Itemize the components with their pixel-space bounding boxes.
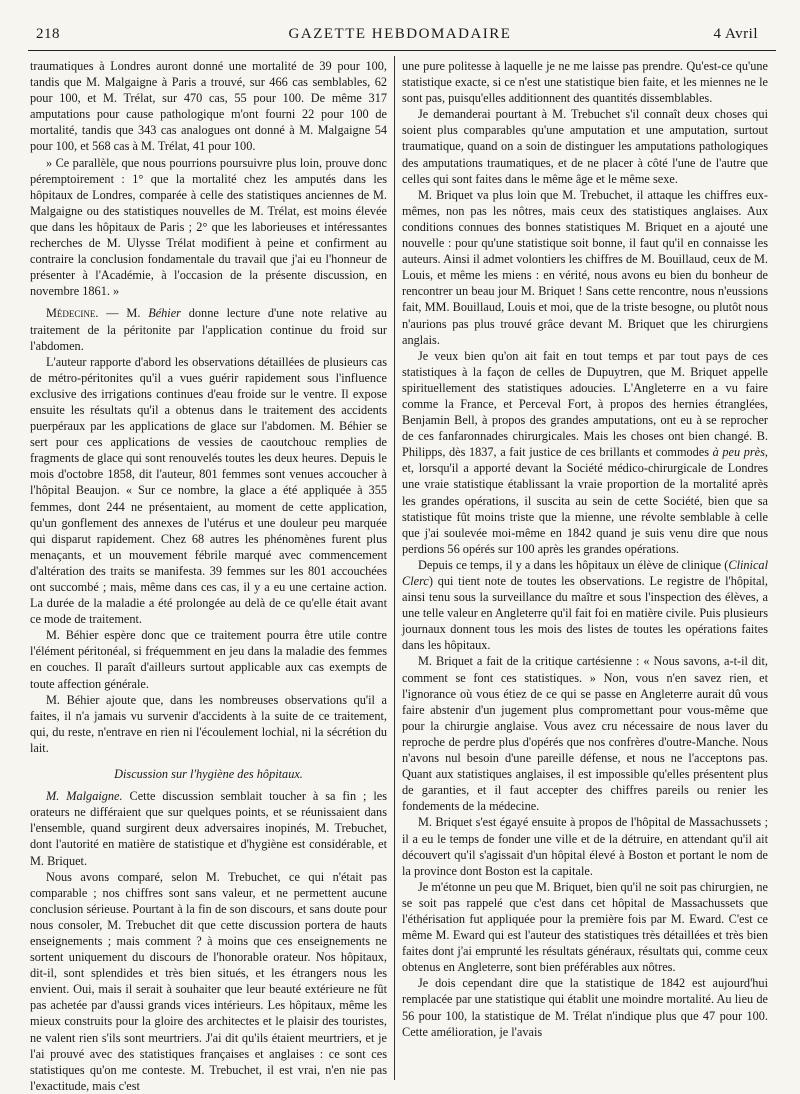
paragraph: traumatiques à Londres auront donné une mortalité de 39 pour 100, tandis que M. Malgaigne à Paris a trouvé, sur 466 cas semblables, 62 pour 100, et M. Trélat, sur 470 cas, 55 pour 100. De même 317 amputations pour cause pathologique m'ont fourni 22 pour 100 de mortalité, tandis que 343 cas analogues ont donné à M. Malgaigne 54 pour 100, et 568 cas à M. Trélat, 41 pour 100. <box>30 59 387 154</box>
paragraph-malgaigne <box>30 788 387 868</box>
paragraph: » Ce parallèle, que nous pourrions poursuivre plus loin, prouve donc péremptoirement : 1° que la mortalité chez les amputés dans les hôpitaux de Londres, comparée à celle des statistiques anciennes de M. Malgaigne ou des statistiques nouvelles de M. Trélat, est moins élevée que dans les hôpitaux de Paris ; 2° que les laborieuses et intéressantes recherches de M. Ulysse Trélat modifient à peine et confirment au contraire la conclusion fondamentale du travail que j'ai eu l'honneur de présenter à l'Académie, à l'occasion de la présente discussion, en novembre 1861. » <box>30 155 387 299</box>
paragraph: M. Béhier ajoute que, dans les nombreuses observations qu'il a faites, il n'a jamais vu survenir d'accidents à la suite de ce traitement, qui, du reste, n'entrave en rien ni l'écoulement lochial, ni la sécrétion du lait. <box>30 692 387 755</box>
dash: — M. <box>98 306 149 321</box>
author-name: Béhier <box>148 306 181 321</box>
journal-title: GAZETTE HEBDOMADAIRE <box>288 26 512 42</box>
emphasis: Clinical Clerc <box>402 557 768 588</box>
paragraph-text: donne lecture d'une note relative au traitement de la péritonite par l'application continue du froid sur l'abdomen. <box>30 306 387 353</box>
paragraph: Je m'étonne un peu que M. Briquet, bien qu'il ne soit pas chirurgien, ne se soit pas rappelé que c'est dans cet hôpital de Massachussets que l'éthérisation fut appliquée pour la première fois par M. Eward. C'est ce même M. Eward qui est l'auteur des statistiques très détaillées et très bien faites dont j'ai emprunté les résultats généraux, résultats qui, comme ceux obtenus en Angleterre, sont bien préférables aux nôtres. <box>402 879 768 975</box>
page-header <box>24 26 776 48</box>
paragraph: Je demanderai pourtant à M. Trebuchet s'il connaît deux choses qui soient plus comparables qu'une amputation et une amputation, surtout traumatique, quand on a soin de distinguer les amputations pathologiques des amputations traumatiques, et de ne placer à côté l'une de l'autre que celles qui sont faites dans le même âge et le même sexe. <box>402 107 768 186</box>
paragraph-text: Cette discussion semblait toucher à sa fin ; les orateurs ne différaient que sur quelques points, et se réunissaient dans l'ensemble, quand surgirent deux adversaires inopinés, M. Trebuchet, dont l'autorité en matière de statistique et d'hygiène est considérable, et M. Briquet. <box>30 789 387 868</box>
left-column <box>30 58 387 1093</box>
section-heading: Discussion sur l'hygiène des hôpitaux. <box>114 767 303 782</box>
paragraph: M. Béhier espère donc que ce traitement pourra être utile contre l'élément péritonéal, si fréquemment en jeu dans la maladie des femmes en couches. Il paraît d'ailleurs surtout applicable aux cas exempts de toute affection générale. <box>30 628 387 691</box>
paragraph: M. Briquet s'est égayé ensuite à propos de l'hôpital de Massachussets ; il a eu le temps de fonder une ville et de la détruire, en attendant qu'il ait découvert qu'il s'agissait d'un hôpital élevé à Boston et portant le nom de la province dont Boston est la capitale. <box>402 815 768 878</box>
speaker-name: M. Malgaigne. <box>46 789 123 804</box>
paragraph: Nous avons comparé, selon M. Trebuchet, ce qui n'était pas comparable ; nos chiffres sont sans valeur, et ne permettent aucune conclusion sérieuse. Pourtant à la fin de son discours, et sans doute pour nous consoler, M. Trebuchet dit que cette discussion portera de hauts enseignements ; mais comment ? à moins que ces enseignements ne sortent uniquement du discours de l'honorable orateur. Nos hôpitaux, dit-il, sont splendides et très bien situés, et les étrangers nous les envient. Oui, mais il serait à souhaiter que leur beauté extérieure ne fût pas achetée par d'aussi grands vices intérieurs. Les hôpitaux, même les mieux construits pour la gloire des architectes et le plaisir des touristes, ne valent rien s'ils sont meurtriers. J'ai dit qu'ils étaient meurtriers, et je l'ai prouvé avec des statistiques françaises et anglaises : ce sont ces statistiques qu'on me conteste. M. Trebuchet, il est vrai, n'en nie pas l'exactitude, mais c'est <box>30 869 387 1093</box>
section-lead: Médecine. <box>46 306 99 321</box>
header-rule <box>28 50 776 51</box>
paragraph-text: , et, lorsqu'il a apporté devant la Société médico-chirurgicale de Londres une vraie statistique établissant la vraie proportion de la mortalité après les grandes opérations, il suscita au sein de cette Société, bien que sa statistique fût moins triste que la mienne, une révolte semblable à celle que j'ai soulevée moi-même en 1842 quand je suis venu dire que nous perdions 56 opérés sur 100 après les grandes opérations. <box>402 445 768 556</box>
paragraph: M. Briquet va plus loin que M. Trebuchet, il attaque les chiffres eux-mêmes, non pas les nôtres, mais ceux des statistiques anglaises. Aux conditions connues des bonnes statistiques M. Briquet en a ajouté une nouvelle : pour qu'une statistique soit bonne, il faut qu'il en connaisse les auteurs. Ainsi il admet volontiers les chiffres de M. Bouillaud, ceux de M. Louis, et même les miens : en vérité, nous avons eu bien du bonheur de rencontrer un beau jour M. Briquet ! Sans cette rencontre, nous n'eussions fait, MM. Bouillaud, Louis et moi, que de la triste besogne, ou plutôt nous n'aurions pas plus trouvé grâce devant M. Briquet que les chirurgiens anglais. <box>402 187 768 347</box>
column-divider <box>394 56 395 1080</box>
paragraph-text: Je veux bien qu'on ait fait en tout temps et par tout pays de ces statistiques à la façon de celles de Dupuytren, que M. Briquet appelle spirituellement des statistiques adoucies. L'Angleterre en a vu faire comme la France, et Perceval Fort, à propos des hernies étranglées, Benjamin Bell, à propos des grandes amputations, ont eu à se reprocher de ces fanfaronnades chirurgicales. Mais les choses ont bien changé. B. Philipps, dès 1837, a fait justice de ces brillants et commodes <box>402 348 768 460</box>
page-number: 218 <box>36 26 60 42</box>
paragraph-clinique <box>402 557 768 654</box>
paragraph-statistiques <box>402 348 768 557</box>
paragraph: une pure politesse à laquelle je ne me laisse pas prendre. Qu'est-ce qu'une statistique exacte, si ce n'est une statistique bien faite, et les miennes ne le sont pas, puisqu'elles additionnent des quantités dissemblables. <box>402 59 768 106</box>
paragraph: L'auteur rapporte d'abord les observations détaillées de plusieurs cas de métro-péritonites qu'il a vues guérir rapidement sous l'influence exclusive des irrigations continues d'eau froide sur le ventre. Il expose ensuite les résultats qu'il a obtenus dans le traitement des accidents puerpéraux par les applications de glace sur l'abdomen. M. Béhier se sert pour ces applications de vessies de caoutchouc remplies de fragments de glace qui sont renouvelés toutes les deux heures. Depuis le mois d'octobre 1858, dit l'auteur, 801 femmes sont venues accoucher à l'hôpital Beaujon. « Sur ce nombre, la glace a été appliquée à 355 femmes, dont 244 ne présentaient, au moment de cette application, qu'un gonflement des annexes de l'utérus et une douleur peu marquée qui disparut rapidement. Chez 68 autres les phénomènes furent plus menaçants, et un mouvement fébrile marqué avec commencement d'altération des traits se manifesta. 39 femmes sur les 801 accouchées ont succombé ; mais, même dans ces cas, il y a eu une certaine action. La durée de la maladie a été prolongée au delà de ce qu'elle était avant ce mode de traitement. <box>30 354 387 627</box>
paragraph-text: ) qui tient note de toutes les observations. Le registre de l'hôpital, ainsi tenu sous la surveillance du maître et sous l'inspection des élèves, a une telle valeur en Angleterre qu'il fait foi en matière civile. Puis plusieurs journaux donnent tous les mois des listes de toutes les opérations faites dans les hôpitaux. <box>402 574 768 653</box>
right-column <box>402 58 768 1078</box>
issue-date: 4 Avril <box>713 26 758 42</box>
paragraph: Je dois cependant dire que la statistique de 1842 est aujourd'hui remplacée par une statistique qui établit une moindre mortalité. Au lieu de 56 pour 100, la statistique de M. Trélat n'indique plus que 47 pour 100. Cette amélioration, je l'avais <box>402 976 768 1039</box>
emphasis: à peu près <box>712 445 765 460</box>
paragraph: M. Briquet a fait de la critique cartésienne : « Nous savons, a-t-il dit, comment se font ces statistiques. » Non, vous n'en savez rien, et l'ignorance où vous étiez de ce qui se passe en Angleterre aurait dû vous faire abstenir d'un jugement plus compromettant pour vous-même que pour la chirurgie anglaise. Vous avez cru nécessaire de nous laver du reproche de perdre plus d'opérés que nos confrères d'outre-Manche. Nous n'avons nul besoin d'une pareille défense, et nous ne l'acceptons pas. Quant aux statistiques anglaises, il est impossible qu'elles présentent plus de garanties, et il faut accepter des chiffres pareils ou renier les fondements de la médecine. <box>402 654 768 814</box>
paragraph-text: Depuis ce temps, il y a dans les hôpitaux un élève de clinique ( <box>418 557 729 572</box>
paragraph-medecine <box>30 305 387 353</box>
